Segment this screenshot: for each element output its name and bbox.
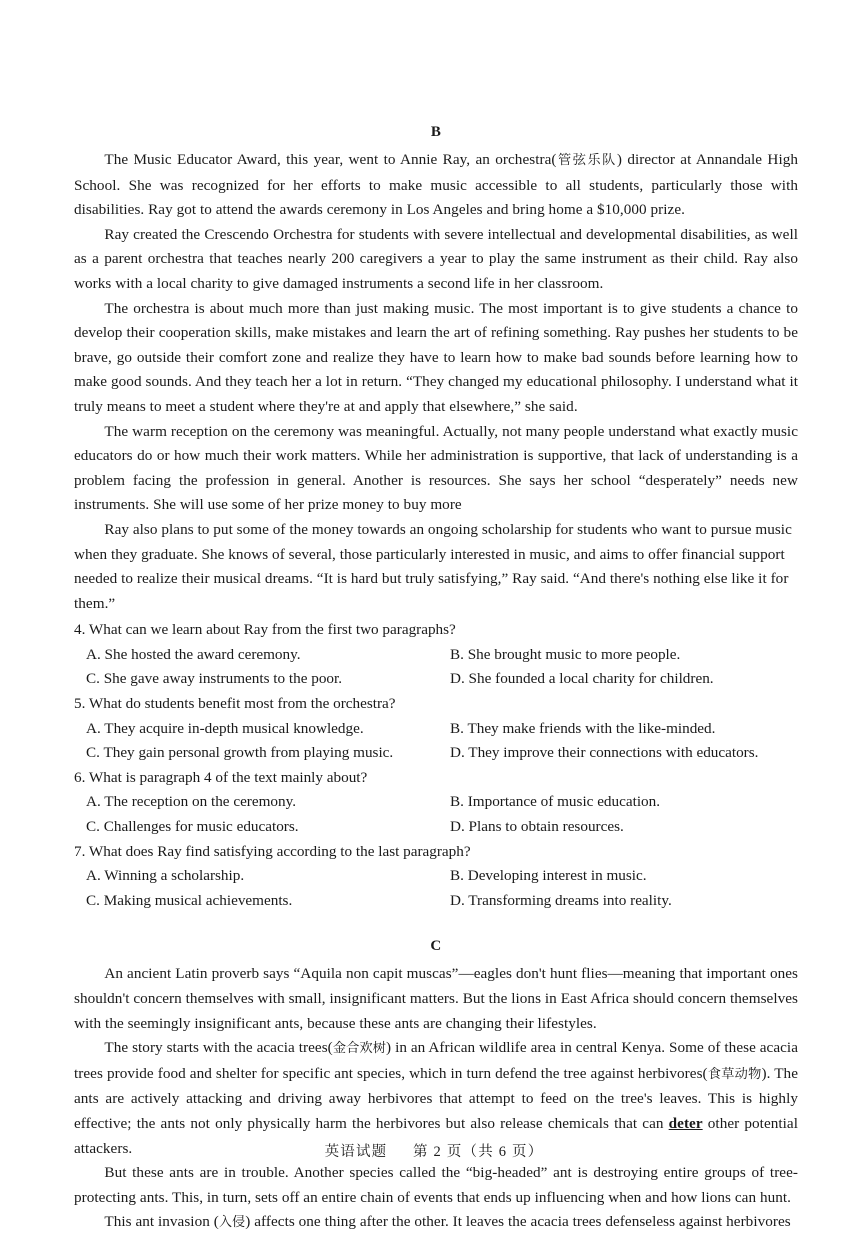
section-c-paragraph-3: But these ants are in trouble. Another species called the “big-headed” ant is destroying entire groups of tree-protecting ants. This, in turn, sets off an entire chain of events that ends up influencing when and how lions can hunt. [74,1164,798,1206]
question-4-option-b[interactable]: B. She brought music to more people. [450,645,681,663]
question-4-option-row-2 [74,667,798,692]
question-4-option-a[interactable]: A. She hosted the award ceremony. [86,645,301,663]
question-7-stem: 7. What does Ray find satisfying according to the last paragraph? [74,842,471,860]
section-b-questions [74,618,798,913]
question-6-option-c[interactable]: C. Challenges for music educators. [86,818,299,836]
question-7-option-row-1 [74,864,798,889]
question-5-option-a[interactable]: A. They acquire in-depth musical knowledge. [86,719,364,737]
question-7-option-c[interactable]: C. Making musical achievements. [86,891,293,909]
page-content [74,125,798,1236]
section-b-paragraph-1: The Music Educator Award, this year, went to Annie Ray, an orchestra(管弦乐队) director at Annandale High School. She was recognized for her efforts to make music accessible to all students, particularly those with disabilities. Ray got to attend the awards ceremony in Los Angeles and bring home a $10,000 prize. [74,151,798,219]
question-4-option-row-1 [74,643,798,668]
section-b-paragraph-3: The orchestra is about much more than just making music. The most important is to give students a chance to develop their cooperation skills, make mistakes and learn the art of refining something. Ray pushes her students to be brave, go outside their comfort zone and realize they have to learn how to make bad sounds before learning how to make good sounds. And they teach her a lot in return. “They changed my educational philosophy. I understand what it truly means to meet a student where they're at and apply that elsewhere,” she said. [74,299,798,415]
section-letter-c: C [430,938,442,955]
glossed-word-deter: deter [668,1114,703,1132]
question-4-stem: 4. What can we learn about Ray from the first two paragraphs? [74,621,456,639]
question-6-option-row-2 [74,815,798,840]
section-c-paragraph-1: An ancient Latin proverb says “Aquila non capit muscas”—eagles don't hunt flies—meaning that important ones shouldn't concern themselves with small, insignificant matters. But the lions in East Africa should concern themselves with the seemingly insignificant ants, because these ants are changing their lifestyles. [74,965,798,1032]
gloss-orchestra: 管弦乐队 [556,153,617,168]
page-footer [0,1140,868,1161]
section-c-paragraph-4: This ant invasion (入侵) affects one thing after the other. It leaves the acacia trees defenseless against herbivores [104,1213,791,1231]
question-6-option-a[interactable]: A. The reception on the ceremony. [86,793,297,811]
gloss-acacia: 金合欢树 [332,1041,387,1057]
section-gap [74,913,798,939]
section-b-paragraph-4: The warm reception on the ceremony was meaningful. Actually, not many people understand what exactly music educators do or how much their work matters. While her administration is supportive, that lack of understanding is a problem facing the profession in general. Another is resources. She says her school “desperately” needs new instruments. She will use some of her prize money to buy more [74,422,798,514]
section-b-paragraph-5: Ray also plans to put some of the money towards an ongoing scholarship for students who want to pursue music when they graduate. She knows of several, those particularly interested in music, and aims to offer financial support needed to realize their musical dreams. “It is hard but truly satisfying,” Ray said. “And there's nothing else like it for them.” [74,520,792,612]
gloss-herbivores: 食草动物 [707,1066,762,1082]
footer-subject: 英语试题 [324,1144,388,1160]
question-4-option-d[interactable]: D. She founded a local charity for children. [450,670,714,688]
footer-page-number: 第 2 页（共 6 页） [413,1144,544,1160]
section-letter-b: B [430,124,442,140]
question-6-stem: 6. What is paragraph 4 of the text mainly about? [74,768,368,786]
question-4-option-c[interactable]: C. She gave away instruments to the poor. [86,670,343,688]
question-6-option-b[interactable]: B. Importance of music education. [450,793,661,811]
question-5-stem: 5. What do students benefit most from the orchestra? [74,695,396,713]
question-5-option-c[interactable]: C. They gain personal growth from playing music. [86,744,394,762]
question-5-option-d[interactable]: D. They improve their connections with educators. [450,744,759,762]
question-5-option-b[interactable]: B. They make friends with the like-minded. [450,719,716,737]
question-5-option-row-2 [74,741,798,766]
question-5-option-row-1 [74,717,798,742]
question-7-option-row-2 [74,889,798,914]
question-6-option-d[interactable]: D. Plans to obtain resources. [450,818,624,836]
question-7-option-a[interactable]: A. Winning a scholarship. [86,867,245,885]
section-b-paragraph-2: Ray created the Crescendo Orchestra for students with severe intellectual and developmental disabilities, as well as a parent orchestra that teaches nearly 200 caregivers a year to play the same instrument as their child. Ray also works with a local charity to give damaged instruments a second life in her classroom. [74,225,798,292]
question-6-option-row-1 [74,790,798,815]
section-c-paragraph-2: The story starts with the acacia trees(金合欢树) in an African wildlife area in central Kenya. Some of these acacia trees provide food and shelter for specific ant species, which in turn defend the tree against herbivores(食草动物). The ants are actively attacking and driving away herbivores that attempt to feed on the tree's leaves. This is highly effective; the ants not only physically harm the herbivores but also release chemicals that can deter other potential attackers. [74,1039,798,1157]
question-7-option-d[interactable]: D. Transforming dreams into reality. [450,891,672,909]
question-7-option-b[interactable]: B. Developing interest in music. [450,867,647,885]
gloss-invasion: 入侵 [218,1215,246,1231]
